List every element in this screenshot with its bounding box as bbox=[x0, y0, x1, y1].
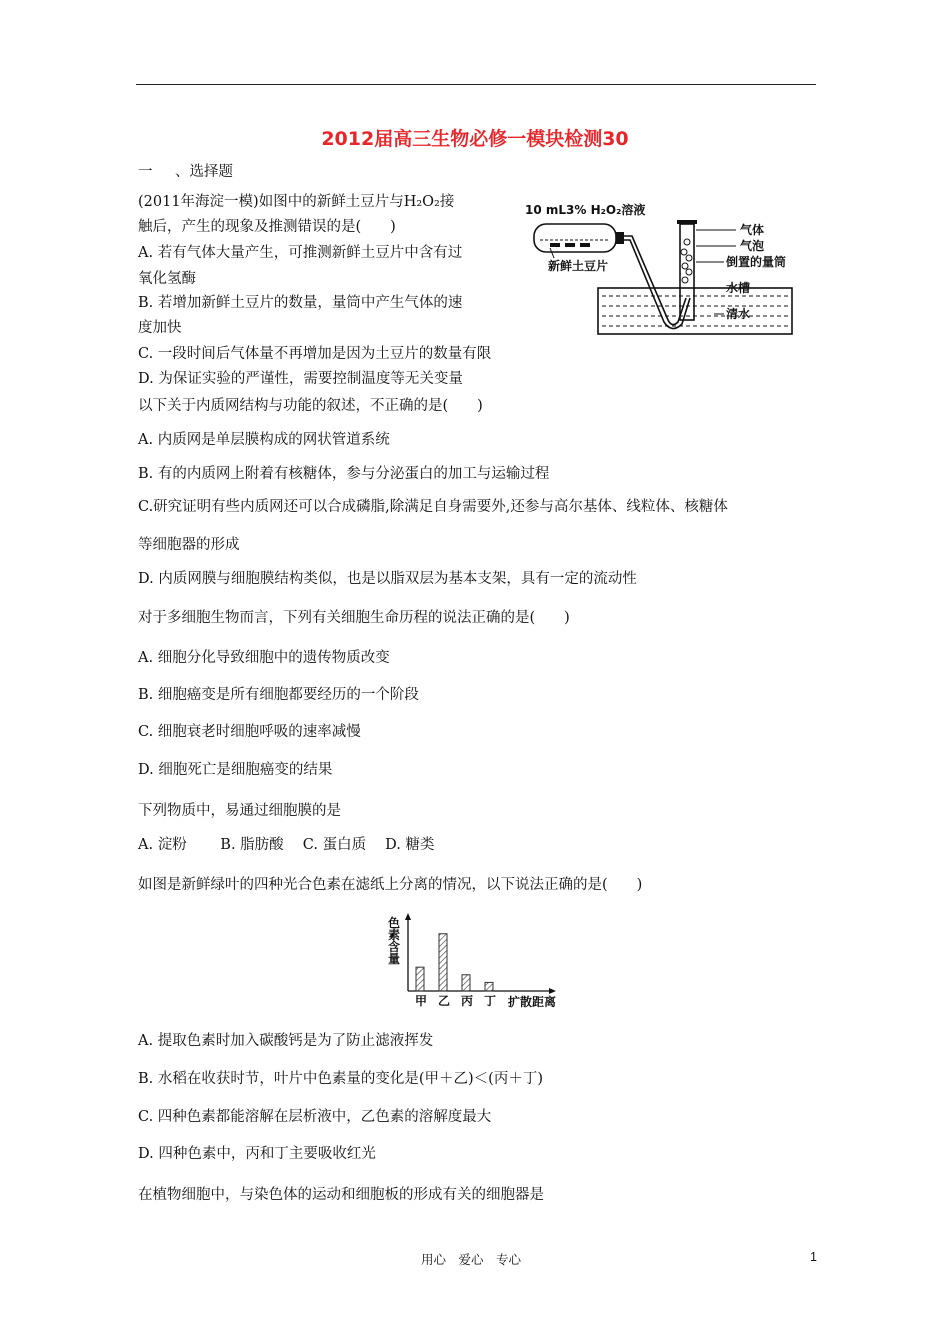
footer-motto: 用心 爱心 专心 bbox=[421, 1252, 522, 1267]
q5-option-b: B. 水稻在收获时节，叶片中色素量的变化是(甲＋乙)＜(丙＋丁) bbox=[138, 1071, 543, 1087]
q5-option-d: D. 四种色素中，丙和丁主要吸收红光 bbox=[138, 1146, 376, 1162]
q4-stem: 下列物质中，易通过细胞膜的是 bbox=[138, 803, 341, 819]
q1-option-b-line2: 度加快 bbox=[138, 320, 182, 336]
reaction-flask bbox=[534, 224, 616, 252]
q1-option-d: D. 为保证实验的严谨性，需要控制温度等无关变量 bbox=[138, 371, 463, 387]
q2-stem: 以下关于内质网结构与功能的叙述，不正确的是( ) bbox=[138, 398, 483, 414]
q5-stem: 如图是新鲜绿叶的四种光合色素在滤纸上分离的情况，以下说法正确的是( ) bbox=[138, 877, 643, 893]
water-label: 清水 bbox=[726, 307, 751, 321]
header-rule bbox=[136, 84, 816, 85]
bubble bbox=[686, 255, 692, 261]
h2o2-solution-label: 10 mL3% H₂O₂溶液 bbox=[525, 203, 646, 217]
x-tick-label: 乙 bbox=[438, 994, 451, 1008]
cylinder-label: 倒置的量筒 bbox=[726, 255, 787, 269]
bubble bbox=[681, 249, 687, 255]
section-label: 、选择题 bbox=[175, 164, 233, 180]
q5-option-c: C. 四种色素都能溶解在层析液中，乙色素的溶解度最大 bbox=[138, 1109, 492, 1125]
q3-option-a: A. 细胞分化导致细胞中的遗传物质改变 bbox=[138, 650, 390, 666]
potato-slice-label: 新鲜土豆片 bbox=[548, 259, 609, 273]
q6-stem: 在植物细胞中，与染色体的运动和细胞板的形成有关的细胞器是 bbox=[138, 1187, 544, 1203]
potato-slice bbox=[580, 243, 590, 247]
bubble bbox=[682, 263, 688, 269]
q3-option-c: C. 细胞衰老时细胞呼吸的速率减慢 bbox=[138, 724, 361, 740]
pigment-chart bbox=[382, 913, 567, 1013]
x-tick-label: 甲 bbox=[415, 994, 428, 1008]
q3-option-b: B. 细胞癌变是所有细胞都要经历的一个阶段 bbox=[138, 687, 419, 703]
experiment-diagram bbox=[520, 192, 820, 342]
bar-1 bbox=[416, 967, 424, 991]
y-axis-label: 色素含量 bbox=[388, 916, 401, 966]
bubble-label: 气泡 bbox=[740, 239, 765, 253]
bubble bbox=[682, 277, 688, 283]
bubble bbox=[686, 269, 692, 275]
x-tick-label: 丙 bbox=[461, 994, 474, 1008]
x-axis-arrow bbox=[549, 988, 556, 994]
q4-options: A. 淀粉 B. 脂肪酸 C. 蛋白质 D. 糖类 bbox=[138, 837, 435, 853]
q1-option-c: C. 一段时间后气体量不再增加是因为土豆片的数量有限 bbox=[138, 346, 492, 362]
trough-label: 水槽 bbox=[726, 281, 751, 295]
y-axis-arrow bbox=[405, 913, 411, 920]
potato-slice bbox=[550, 243, 560, 247]
section-number: 一 bbox=[138, 164, 153, 180]
q1-option-b-line1: B. 若增加新鲜土豆片的数量，量筒中产生气体的速 bbox=[138, 295, 463, 311]
bar-3 bbox=[462, 975, 470, 991]
bar-2 bbox=[439, 934, 447, 991]
q2-option-c-line1: C.研究证明有些内质网还可以合成磷脂,除满足自身需要外,还参与高尔基体、线粒体、核糖体 bbox=[138, 499, 728, 515]
q1-option-a-line2: 氧化氢酶 bbox=[138, 271, 196, 287]
q3-option-d: D. 细胞死亡是细胞癌变的结果 bbox=[138, 762, 333, 778]
q5-option-a: A. 提取色素时加入碳酸钙是为了防止滤液挥发 bbox=[138, 1033, 434, 1049]
q1-stem-line1: (2011年海淀一模)如图中的新鲜土豆片与H₂O₂接 bbox=[138, 194, 455, 210]
x-axis-label: 扩散距离 bbox=[508, 995, 557, 1009]
bar-4 bbox=[485, 982, 493, 991]
gas-label: 气体 bbox=[740, 223, 765, 237]
x-tick-label: 丁 bbox=[484, 994, 497, 1008]
pointer-line bbox=[550, 248, 554, 258]
q2-option-d: D. 内质网膜与细胞膜结构类似，也是以脂双层为基本支架，具有一定的流动性 bbox=[138, 571, 637, 587]
page-number: 1 bbox=[810, 1250, 817, 1264]
bubble bbox=[684, 239, 690, 245]
q1-stem-line2: 触后，产生的现象及推测错误的是( ) bbox=[138, 219, 396, 235]
q3-stem: 对于多细胞生物而言，下列有关细胞生命历程的说法正确的是( ) bbox=[138, 610, 570, 626]
q2-option-a: A. 内质网是单层膜构成的网状管道系统 bbox=[138, 432, 390, 448]
potato-slice bbox=[565, 243, 575, 247]
q2-option-b: B. 有的内质网上附着有核糖体，参与分泌蛋白的加工与运输过程 bbox=[138, 466, 550, 482]
stopper bbox=[616, 232, 624, 244]
page-title: 2012届高三生物必修一模块检测30 bbox=[321, 128, 629, 150]
q2-option-c-line2: 等细胞器的形成 bbox=[138, 537, 240, 553]
water-trough bbox=[598, 288, 792, 334]
q1-option-a-line1: A. 若有气体大量产生，可推测新鲜土豆片中含有过 bbox=[138, 245, 463, 261]
